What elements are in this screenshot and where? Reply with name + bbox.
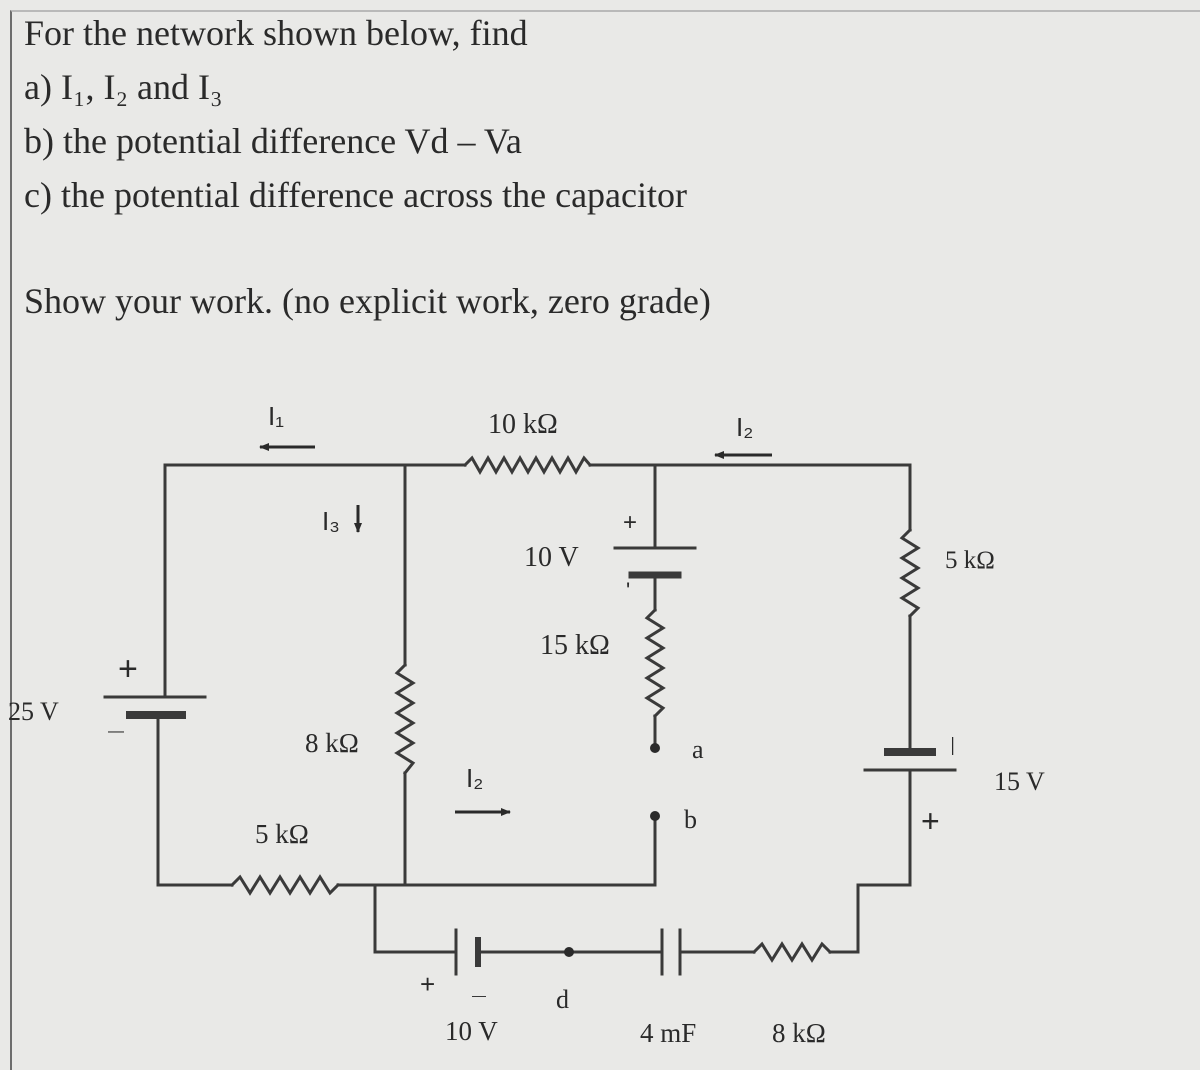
resistor-bottom-left bbox=[232, 877, 338, 893]
question-instruction: Show your work. (no explicit work, zero grade) bbox=[24, 281, 711, 321]
label-battery-right: 15 V bbox=[994, 767, 1045, 796]
resistor-15k bbox=[647, 610, 663, 716]
label-battery-bottom-plus: + bbox=[420, 969, 436, 999]
label-node-a: a bbox=[692, 735, 704, 764]
node-d-dot bbox=[564, 947, 574, 957]
label-I2-top: I₂ bbox=[736, 412, 754, 442]
label-battery-left-minus: — bbox=[108, 723, 124, 740]
resistor-top bbox=[465, 458, 590, 472]
label-battery-right-plus: + bbox=[921, 803, 940, 839]
label-battery-right-minus: — bbox=[944, 737, 964, 755]
label-battery-left-plus: + bbox=[118, 650, 138, 688]
label-battery-middle-top-plus: + bbox=[623, 509, 638, 536]
label-r-middle: 15 kΩ bbox=[540, 630, 610, 661]
label-battery-middle-top-minus: ' bbox=[626, 578, 631, 603]
node-a-dot bbox=[650, 743, 660, 753]
question-part-b: b) the potential difference Vd – Va bbox=[24, 121, 522, 161]
label-capacitor: 4 mF bbox=[640, 1018, 697, 1048]
label-r-bottom-right: 8 kΩ bbox=[772, 1018, 826, 1048]
label-battery-bottom: 10 V bbox=[445, 1016, 498, 1046]
label-battery-middle-top: 10 V bbox=[524, 542, 579, 573]
node-b-dot bbox=[650, 811, 660, 821]
label-node-b: b bbox=[684, 805, 697, 834]
label-I2-middle: I₂ bbox=[466, 763, 484, 793]
resistor-right bbox=[902, 530, 918, 616]
label-r-bottom-left: 5 kΩ bbox=[255, 819, 309, 849]
label-r-left-vertical: 8 kΩ bbox=[305, 728, 359, 758]
question-part-c: c) the potential difference across the capacitor bbox=[24, 175, 687, 215]
label-r-right: 5 kΩ bbox=[945, 547, 995, 574]
question-intro: For the network shown below, find bbox=[24, 13, 528, 53]
resistor-bottom-right bbox=[754, 944, 830, 960]
label-I1: I₁ bbox=[268, 401, 284, 431]
label-battery-left: 25 V bbox=[8, 697, 59, 726]
label-node-d: d bbox=[556, 985, 569, 1014]
question-part-a: a) I₁, I₂ and I₃ bbox=[24, 67, 223, 107]
label-battery-bottom-minus: — bbox=[472, 987, 486, 1003]
label-I3: I₃ bbox=[322, 506, 340, 536]
resistor-8k-vertical bbox=[397, 665, 413, 773]
label-r-top: 10 kΩ bbox=[488, 409, 558, 440]
